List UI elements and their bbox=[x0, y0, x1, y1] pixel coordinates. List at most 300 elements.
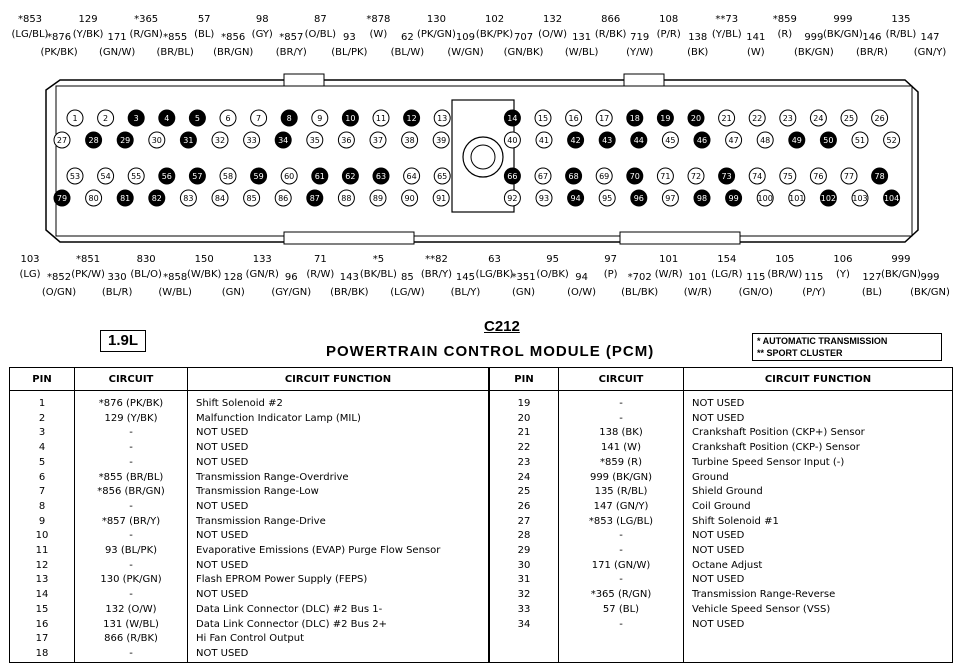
wire-label-circuit: *5 bbox=[372, 254, 385, 265]
pin-number: 29 bbox=[120, 136, 131, 145]
wire-label-circuit: 147 bbox=[920, 32, 940, 43]
function-cell: NOT USED bbox=[188, 426, 490, 441]
pin-number: 15 bbox=[537, 114, 549, 123]
wire-label-color: (BL/BK) bbox=[621, 287, 659, 298]
pin-number: 53 bbox=[69, 172, 81, 181]
function-cell: Turbine Speed Sensor Input (-) bbox=[684, 456, 953, 471]
wire-label-circuit: *858 bbox=[163, 272, 188, 283]
wire-label-color: (BR/R) bbox=[855, 47, 888, 58]
pin-number: 36 bbox=[341, 136, 352, 145]
circuit-cell: 138 (BK) bbox=[559, 426, 684, 441]
wire-label-color: (W/BK) bbox=[186, 269, 222, 280]
pin-number: 96 bbox=[633, 194, 644, 203]
pin-cell: 17 bbox=[10, 632, 75, 647]
circuit-cell: *856 (BR/GN) bbox=[75, 485, 188, 500]
wire-label-circuit: 132 bbox=[543, 14, 563, 25]
function-cell: NOT USED bbox=[188, 647, 490, 662]
wire-label-circuit: 999 bbox=[833, 14, 853, 25]
wire-label-circuit: 143 bbox=[339, 272, 359, 283]
circuit-cell: - bbox=[75, 529, 188, 544]
pin-cell: 33 bbox=[489, 603, 559, 618]
circuit-cell: - bbox=[559, 618, 684, 633]
wire-label-circuit: 97 bbox=[604, 254, 618, 265]
top-key-left bbox=[284, 74, 324, 86]
bottom-key-right bbox=[620, 232, 740, 244]
function-cell: Vehicle Speed Sensor (VSS) bbox=[684, 603, 953, 618]
wire-label-circuit: 87 bbox=[313, 14, 327, 25]
pin-cell: 34 bbox=[489, 618, 559, 633]
pin-number: 58 bbox=[222, 172, 234, 181]
pin-number: 24 bbox=[813, 114, 824, 123]
pin-number: 82 bbox=[151, 194, 162, 203]
pin-number: 56 bbox=[161, 172, 172, 181]
pin-cell: 24 bbox=[489, 471, 559, 486]
pin-number: 98 bbox=[696, 194, 708, 203]
pin-number: 60 bbox=[284, 172, 295, 181]
wire-label-circuit: 999 bbox=[891, 254, 911, 265]
wire-label-circuit: 101 bbox=[659, 254, 679, 265]
wire-label-color: (BK/PK) bbox=[475, 29, 514, 40]
wire-label-color: (GY) bbox=[251, 29, 273, 40]
table-row bbox=[10, 412, 953, 427]
pin-number: 37 bbox=[372, 136, 384, 145]
function-cell: NOT USED bbox=[684, 529, 953, 544]
wire-label-circuit: 133 bbox=[252, 254, 272, 265]
pin-number: 63 bbox=[375, 172, 387, 181]
pin-cell bbox=[489, 647, 559, 662]
table-row bbox=[10, 559, 953, 574]
function-cell: NOT USED bbox=[684, 391, 953, 412]
pin-number: 54 bbox=[100, 172, 111, 181]
pin-number: 11 bbox=[375, 114, 387, 123]
wire-label-color: (GN/Y) bbox=[913, 47, 947, 58]
wire-label-color: (W/R) bbox=[654, 269, 683, 280]
pin-number: 80 bbox=[88, 194, 99, 203]
wire-label-color: (P/Y) bbox=[802, 287, 826, 298]
wire-label-circuit: 105 bbox=[775, 254, 795, 265]
wire-label-color: (BK/GN) bbox=[910, 287, 950, 298]
pin-cell: 11 bbox=[10, 544, 75, 559]
pin-cell: 27 bbox=[489, 515, 559, 530]
pin-number: 6 bbox=[225, 114, 231, 123]
pin-number: 30 bbox=[151, 136, 162, 145]
wire-label-color: (GY/GN) bbox=[271, 287, 312, 298]
table-row bbox=[10, 573, 953, 588]
pin-cell: 26 bbox=[489, 500, 559, 515]
wire-label-color: (BL) bbox=[194, 29, 215, 40]
wire-label-circuit: *876 bbox=[46, 32, 72, 43]
pin-number: 100 bbox=[757, 194, 773, 203]
pin-number: 69 bbox=[599, 172, 610, 181]
pin-number: 19 bbox=[660, 114, 671, 123]
wire-label-color: (W/GN) bbox=[447, 47, 484, 58]
wire-label-color: (GN) bbox=[221, 287, 245, 298]
pin-cell: 28 bbox=[489, 529, 559, 544]
circuit-cell: - bbox=[75, 456, 188, 471]
wire-label-color: (BR/Y) bbox=[420, 269, 452, 280]
pin-number: 91 bbox=[436, 194, 447, 203]
wire-label-color: (BL/Y) bbox=[450, 287, 481, 298]
table-row bbox=[10, 632, 953, 647]
circuit-cell: - bbox=[75, 647, 188, 662]
pin-number: 104 bbox=[883, 194, 900, 203]
pin-cell: 25 bbox=[489, 485, 559, 500]
pin-number: 55 bbox=[131, 172, 142, 181]
wire-label-circuit: *351 bbox=[511, 272, 536, 283]
circuit-cell: *859 (R) bbox=[559, 456, 684, 471]
pin-number: 87 bbox=[309, 194, 320, 203]
connector-code: C212 bbox=[484, 318, 520, 335]
wire-label-color: (Y) bbox=[835, 269, 850, 280]
function-cell: Evaporative Emissions (EVAP) Purge Flow Sensor bbox=[188, 544, 490, 559]
table-row bbox=[10, 544, 953, 559]
function-cell: Hi Fan Control Output bbox=[188, 632, 490, 647]
wire-label-circuit: 830 bbox=[136, 254, 156, 265]
circuit-cell: 866 (R/BK) bbox=[75, 632, 188, 647]
wire-label-color: (BL) bbox=[861, 287, 883, 298]
wire-label-circuit: **82 bbox=[425, 254, 448, 265]
pin-number: 23 bbox=[782, 114, 793, 123]
th-circuit-left: CIRCUIT bbox=[75, 368, 188, 391]
pin-number: 103 bbox=[852, 194, 868, 203]
table-row bbox=[10, 529, 953, 544]
housing-inner bbox=[56, 86, 912, 236]
pin-number: 28 bbox=[88, 136, 99, 145]
pin-number: 48 bbox=[760, 136, 771, 145]
wire-label-color: (BR/GN) bbox=[213, 47, 254, 58]
engine-label: 1.9L bbox=[100, 330, 146, 352]
wire-label-circuit: 131 bbox=[572, 32, 592, 43]
function-cell: NOT USED bbox=[188, 500, 490, 515]
pin-number: 81 bbox=[120, 194, 131, 203]
wire-label-circuit: *855 bbox=[163, 32, 188, 43]
circuit-cell: *853 (LG/BL) bbox=[559, 515, 684, 530]
circuit-cell: 141 (W) bbox=[559, 441, 684, 456]
wire-label-color: (BK/GN) bbox=[881, 269, 921, 280]
pin-number: 13 bbox=[437, 114, 448, 123]
function-cell: Octane Adjust bbox=[684, 559, 953, 574]
pin-number: 14 bbox=[507, 114, 518, 123]
pin-cell: 16 bbox=[10, 618, 75, 633]
wire-label-circuit: *702 bbox=[627, 272, 652, 283]
wire-label-circuit: 129 bbox=[78, 14, 98, 25]
wire-label-circuit: 330 bbox=[107, 272, 127, 283]
legend-notes bbox=[752, 333, 942, 361]
wire-label-color: (BK/GN) bbox=[793, 47, 834, 58]
table-row bbox=[10, 618, 953, 633]
circuit-cell bbox=[559, 632, 684, 647]
pin-cell: 29 bbox=[489, 544, 559, 559]
wire-label-circuit: 96 bbox=[284, 272, 298, 283]
circuit-cell: - bbox=[559, 573, 684, 588]
pin-number: 77 bbox=[843, 172, 855, 181]
wire-label-circuit: 719 bbox=[630, 32, 650, 43]
pin-number: 90 bbox=[404, 194, 415, 203]
wire-label-color: (R/W) bbox=[306, 269, 335, 280]
wire-label-color: (W/BL) bbox=[158, 287, 192, 298]
wire-label-color: (W/R) bbox=[683, 287, 712, 298]
wire-label-color: (BR/BK) bbox=[330, 287, 369, 298]
pin-number: 26 bbox=[874, 114, 885, 123]
circuit-cell: - bbox=[75, 588, 188, 603]
pin-number: 40 bbox=[507, 136, 518, 145]
circuit-cell: *876 (PK/BK) bbox=[75, 391, 188, 412]
pin-number: 70 bbox=[629, 172, 640, 181]
circuit-cell: 93 (BL/PK) bbox=[75, 544, 188, 559]
pin-number: 89 bbox=[372, 194, 384, 203]
pin-number: 78 bbox=[874, 172, 885, 181]
circuit-cell: - bbox=[559, 391, 684, 412]
wire-label-circuit: 109 bbox=[455, 32, 476, 43]
wire-label-color: (GN/W) bbox=[98, 47, 136, 58]
wire-label-color: (BL/O) bbox=[130, 269, 162, 280]
pin-cell: 30 bbox=[489, 559, 559, 574]
function-cell: Transmission Range-Reverse bbox=[684, 588, 953, 603]
wire-label-color: (R) bbox=[777, 29, 793, 40]
pin-cell: 14 bbox=[10, 588, 75, 603]
connector-pins bbox=[54, 110, 900, 206]
function-cell: Shield Ground bbox=[684, 485, 953, 500]
pin-number: 93 bbox=[538, 194, 550, 203]
circuit-cell: *365 (R/GN) bbox=[559, 588, 684, 603]
wire-label-color: (W) bbox=[369, 29, 388, 40]
pin-number: 74 bbox=[752, 172, 763, 181]
wire-label-circuit: *878 bbox=[366, 14, 391, 25]
function-cell: NOT USED bbox=[188, 529, 490, 544]
pin-number: 75 bbox=[782, 172, 793, 181]
table-row bbox=[10, 441, 953, 456]
pin-cell: 31 bbox=[489, 573, 559, 588]
wire-label-circuit: 93 bbox=[342, 32, 356, 43]
pin-number: 49 bbox=[791, 136, 802, 145]
pin-number: 35 bbox=[309, 136, 320, 145]
pin-number: 71 bbox=[660, 172, 671, 181]
wire-label-color: (O/BL) bbox=[304, 29, 337, 40]
table-row bbox=[10, 588, 953, 603]
wire-label-circuit: 171 bbox=[107, 32, 127, 43]
circuit-cell: - bbox=[75, 426, 188, 441]
latch-bolt-inner bbox=[471, 145, 495, 169]
pin-number: 5 bbox=[194, 114, 200, 123]
latch-bolt-outer bbox=[463, 137, 503, 177]
wire-label-color: (LG/W) bbox=[390, 287, 425, 298]
pin-cell: 13 bbox=[10, 573, 75, 588]
table-row bbox=[10, 603, 953, 618]
top-key-right bbox=[624, 74, 664, 86]
pin-number: 95 bbox=[602, 194, 613, 203]
pin-cell: 3 bbox=[10, 426, 75, 441]
th-circuit-right: CIRCUIT bbox=[559, 368, 684, 391]
pin-number: 12 bbox=[406, 114, 417, 123]
pin-cell: 19 bbox=[489, 391, 559, 412]
wire-label-circuit: 150 bbox=[194, 254, 214, 265]
pin-number: 42 bbox=[570, 136, 581, 145]
table-row bbox=[10, 500, 953, 515]
th-pin-right: PIN bbox=[489, 368, 559, 391]
pin-number: 43 bbox=[602, 136, 613, 145]
wire-label-color: (LG/R) bbox=[711, 269, 743, 280]
wire-label-color: (P) bbox=[603, 269, 618, 280]
wire-label-color: (GN/R) bbox=[245, 269, 279, 280]
wire-label-circuit: 866 bbox=[601, 14, 621, 25]
pin-number: 66 bbox=[507, 172, 518, 181]
pin-number: 88 bbox=[341, 194, 352, 203]
pin-number: 16 bbox=[568, 114, 579, 123]
wire-label-color: (Y/W) bbox=[626, 47, 654, 58]
wire-label-circuit: *856 bbox=[221, 32, 246, 43]
th-function-right: CIRCUIT FUNCTION bbox=[684, 368, 953, 391]
wire-label-color: (BK) bbox=[687, 47, 709, 58]
function-cell bbox=[684, 632, 953, 647]
pin-number: 46 bbox=[696, 136, 708, 145]
th-function-left: CIRCUIT FUNCTION bbox=[188, 368, 490, 391]
pin-cell: 32 bbox=[489, 588, 559, 603]
function-cell: Ground bbox=[684, 471, 953, 486]
pin-number: 44 bbox=[633, 136, 644, 145]
page-title: POWERTRAIN CONTROL MODULE (PCM) bbox=[326, 343, 655, 360]
pin-cell: 18 bbox=[10, 647, 75, 662]
circuit-cell: - bbox=[559, 544, 684, 559]
wire-label-color: (R/BL) bbox=[885, 29, 917, 40]
wire-labels bbox=[12, 14, 950, 298]
wire-label-color: (P/R) bbox=[656, 29, 681, 40]
pin-number: 64 bbox=[406, 172, 417, 181]
function-cell: NOT USED bbox=[188, 441, 490, 456]
circuit-cell: *855 (BR/BL) bbox=[75, 471, 188, 486]
pin-number: 21 bbox=[721, 114, 732, 123]
table-row bbox=[10, 471, 953, 486]
function-cell: Crankshaft Position (CKP+) Sensor bbox=[684, 426, 953, 441]
wire-label-color: (LG/BL) bbox=[11, 29, 49, 40]
pin-cell: 15 bbox=[10, 603, 75, 618]
connector-housing bbox=[46, 74, 918, 244]
pin-number: 62 bbox=[345, 172, 356, 181]
pin-number: 65 bbox=[437, 172, 448, 181]
function-cell: Crankshaft Position (CKP-) Sensor bbox=[684, 441, 953, 456]
wire-label-color: (Y/BK) bbox=[72, 29, 104, 40]
wire-label-circuit: 71 bbox=[313, 254, 327, 265]
table-row bbox=[10, 426, 953, 441]
wire-label-circuit: 103 bbox=[20, 254, 40, 265]
table-row bbox=[10, 456, 953, 471]
pin-number: 61 bbox=[314, 172, 325, 181]
wire-label-color: (BR/Y) bbox=[275, 47, 307, 58]
pin-number: 79 bbox=[56, 194, 68, 203]
pin-number: 4 bbox=[164, 114, 170, 123]
wire-label-color: (BL/W) bbox=[390, 47, 425, 58]
pin-number: 50 bbox=[823, 136, 834, 145]
wire-label-color: (LG/BK) bbox=[475, 269, 514, 280]
table-row bbox=[10, 485, 953, 500]
wire-label-color: (PK/GN) bbox=[416, 29, 456, 40]
pin-number: 8 bbox=[286, 114, 292, 123]
pin-number: 18 bbox=[629, 114, 640, 123]
pin-number: 38 bbox=[404, 136, 415, 145]
circuit-cell: *857 (BR/Y) bbox=[75, 515, 188, 530]
pin-number: 17 bbox=[599, 114, 610, 123]
note-sport: ** SPORT CLUSTER bbox=[757, 348, 843, 358]
pin-number: 101 bbox=[789, 194, 805, 203]
circuit-cell: - bbox=[75, 441, 188, 456]
pin-cell: 4 bbox=[10, 441, 75, 456]
pin-cell: 23 bbox=[489, 456, 559, 471]
wire-label-circuit: 115 bbox=[746, 272, 766, 283]
wire-label-color: (GN/O) bbox=[738, 287, 773, 298]
pin-number: 86 bbox=[278, 194, 289, 203]
wire-label-circuit: 115 bbox=[804, 272, 824, 283]
circuit-cell: - bbox=[75, 500, 188, 515]
wire-label-color: (BL/R) bbox=[101, 287, 133, 298]
wire-label-circuit: *852 bbox=[46, 272, 72, 283]
function-cell: NOT USED bbox=[684, 618, 953, 633]
wire-label-color: (GN) bbox=[512, 287, 536, 298]
wire-label-circuit: *365 bbox=[134, 14, 159, 25]
wire-label-circuit: 135 bbox=[891, 14, 911, 25]
wire-label-circuit: 63 bbox=[488, 254, 501, 265]
pin-cell: 6 bbox=[10, 471, 75, 486]
pin-number: 59 bbox=[253, 172, 264, 181]
pin-number: 92 bbox=[507, 194, 518, 203]
wire-label-color: (O/W) bbox=[538, 29, 568, 40]
wire-label-color: (O/GN) bbox=[41, 287, 77, 298]
pin-number: 3 bbox=[133, 114, 139, 123]
pin-number: 2 bbox=[103, 114, 109, 123]
wire-label-color: (BL/PK) bbox=[331, 47, 368, 58]
wire-label-circuit: 62 bbox=[401, 32, 414, 43]
pin-number: 27 bbox=[56, 136, 68, 145]
pin-number: 51 bbox=[854, 136, 866, 145]
circuit-cell: 129 (Y/BK) bbox=[75, 412, 188, 427]
function-cell: NOT USED bbox=[188, 588, 490, 603]
wire-label-circuit: 102 bbox=[484, 14, 505, 25]
pin-number: 20 bbox=[690, 114, 702, 123]
pin-cell: 1 bbox=[10, 391, 75, 412]
function-cell: Malfunction Indicator Lamp (MIL) bbox=[188, 412, 490, 427]
function-cell: Transmission Range-Overdrive bbox=[188, 471, 490, 486]
wire-label-circuit: 98 bbox=[255, 14, 269, 25]
circuit-cell bbox=[559, 647, 684, 662]
wire-label-color: (PK/W) bbox=[71, 269, 105, 280]
function-cell: Flash EPROM Power Supply (FEPS) bbox=[188, 573, 490, 588]
wire-label-color: (LG) bbox=[19, 269, 41, 280]
housing-outline bbox=[46, 80, 918, 242]
th-pin-left: PIN bbox=[10, 368, 75, 391]
pin-number: 73 bbox=[721, 172, 732, 181]
wire-label-circuit: 127 bbox=[862, 272, 882, 283]
table-row bbox=[10, 391, 953, 412]
pin-number: 84 bbox=[214, 194, 226, 203]
pin-number: 76 bbox=[813, 172, 824, 181]
pin-number: 33 bbox=[246, 136, 257, 145]
wire-label-circuit: 999 bbox=[804, 32, 824, 43]
pin-cell: 21 bbox=[489, 426, 559, 441]
circuit-cell: 147 (GN/Y) bbox=[559, 500, 684, 515]
wire-label-color: (BR/BL) bbox=[156, 47, 194, 58]
pin-cell: 5 bbox=[10, 456, 75, 471]
function-cell: Shift Solenoid #2 bbox=[188, 391, 490, 412]
wire-label-color: (W/BL) bbox=[564, 47, 599, 58]
pin-cell: 20 bbox=[489, 412, 559, 427]
pin-cell: 22 bbox=[489, 441, 559, 456]
wire-label-circuit: *851 bbox=[76, 254, 101, 265]
function-cell: Transmission Range-Drive bbox=[188, 515, 490, 530]
function-cell: Coil Ground bbox=[684, 500, 953, 515]
function-cell: Data Link Connector (DLC) #2 Bus 2+ bbox=[188, 618, 490, 633]
function-cell bbox=[684, 647, 953, 662]
function-cell: Shift Solenoid #1 bbox=[684, 515, 953, 530]
circuit-cell: 135 (R/BL) bbox=[559, 485, 684, 500]
pin-number: 67 bbox=[537, 172, 549, 181]
